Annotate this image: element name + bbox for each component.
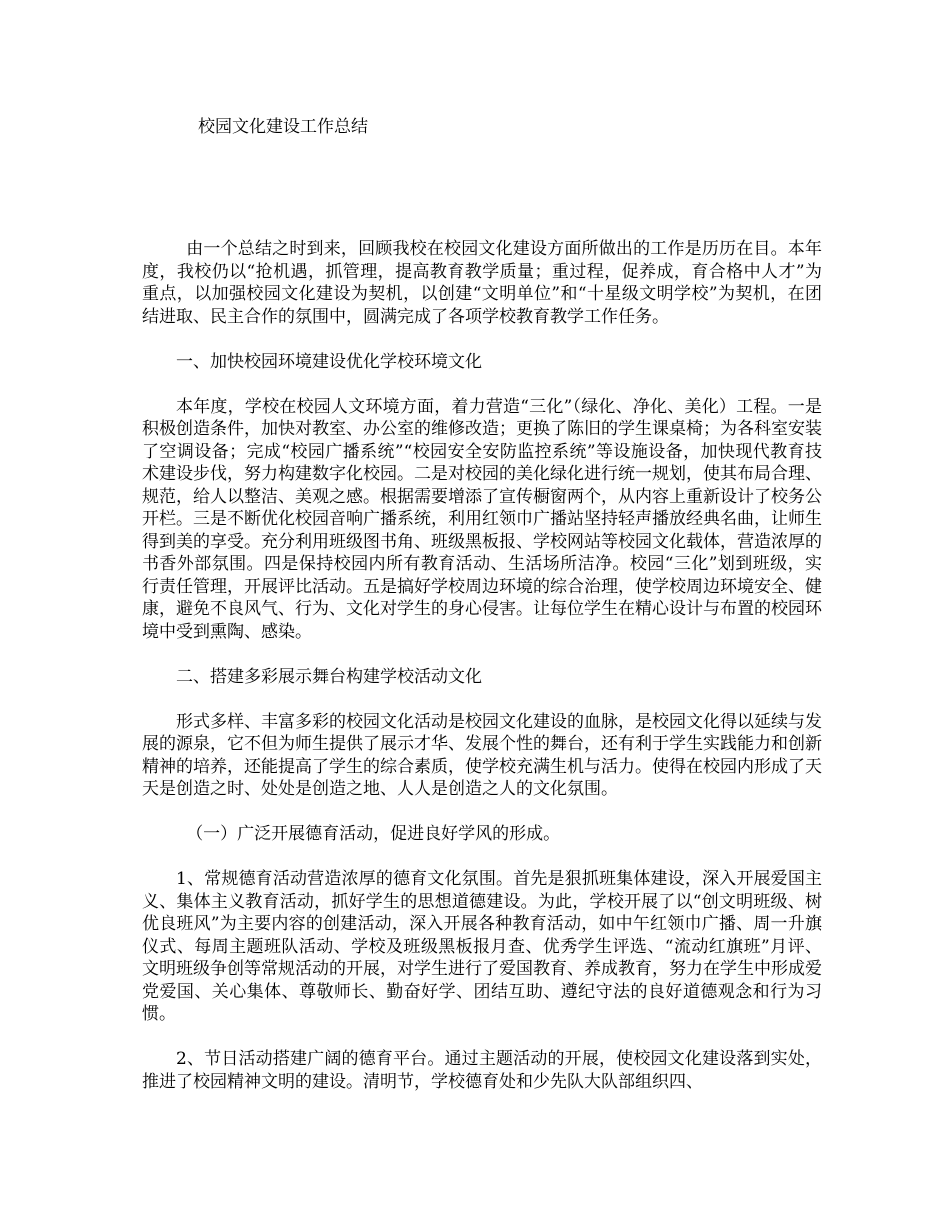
section-2-heading: 二、搭建多彩展示舞台构建学校活动文化 <box>176 666 482 687</box>
section-1-heading: 一、加快校园环境建设优化学校环境文化 <box>176 351 482 372</box>
subsection-1-item-1: 1、常规德育活动营造浓厚的德育文化氛围。首先是狠抓班集体建设，深入开展爱国主义、集体主义教育活动，抓好学生的思想道德建设。为此，学校开展了以“创文明班级、树优良班风”为主要内容的创建活动，深入开展各种教育活动，如中午红领巾广播、周一升旗仪式、每周主题班队活动、学校及班级黑板报月查、优秀学生评选、“流动红旗班”月评、文明班级争创等常规活动的开展，对学生进行了爱国教育、养成教育，努力在学生中形成爱党爱国、关心集体、尊敬师长、勤奋好学、团结互助、遵纪守法的良好道德观念和行为习惯。 <box>142 869 822 1024</box>
subsection-1-heading: （一）广泛开展德育活动，促进良好学风的形成。 <box>186 824 561 844</box>
section-1-paragraph: 本年度，学校在校园人文环境方面，着力营造“三化”（绿化、净化、美化）工程。一是积极创造条件，加快对教室、办公室的维修改造；更换了陈旧的学生课桌椅；为各科室安装了空调设备；完成“校园广播系统”“校园安全安防监控系统”等设施设备，加快现代教育技术建设步伐，努力构建数字化校园。二是对校园的美化绿化进行统一规划，使其布局合理、规范，给人以整洁、美观之感。根据需要增添了宣传橱窗两个，从内容上重新设计了校务公开栏。三是不断优化校园音响广播系统，利用红领巾广播站坚持轻声播放经典名曲，让师生得到美的享受。充分利用班级图书角、班级黑板报、学校网站等校园文化载体，营造浓厚的书香外部氛围。四是保持校园内所有教育活动、生活场所洁净。校园“三化”划到班级，实行责任管理，开展评比活动。五是搞好学校周边环境的综合治理，使学校周边环境安全、健康，避免不良风气、行为、文化对学生的身心侵害。让每位学生在精心设计与布置的校园环境中受到熏陶、感染。 <box>142 396 822 642</box>
section-2-paragraph: 形式多样、丰富多彩的校园文化活动是校园文化建设的血脉，是校园文化得以延续与发展的源泉，它不但为师生提供了展示才华、发展个性的舞台，还有利于学生实践能力和创新精神的培养，还能提高了学生的综合素质，使学校充满生机与活力。使得在校园内形成了天天是创造之时、处处是创造之地、人人是创造之人的文化氛围。 <box>142 711 822 799</box>
document-title: 校园文化建设工作总结 <box>198 117 368 137</box>
subsection-1-item-2: 2、节日活动搭建广阔的德育平台。通过主题活动的开展，使校园文化建设落到实处，推进了校园精神文明的建设。清明节，学校德育处和少先队大队部组织四、 <box>142 1049 822 1092</box>
document-body <box>142 238 822 1116</box>
intro-paragraph: 由一个总结之时到来，回顾我校在校园文化建设方面所做出的工作是历历在目。本年度，我校仍以“抢机遇，抓管理，提高教育教学质量；重过程，促养成，育合格中人才”为重点，以加强校园文化建设为契机，以创建“文明单位”和“十星级文明学校”为契机，在团结进取、民主合作的氛围中，圆满完成了各项学校教育教学工作任务。 <box>142 239 822 327</box>
